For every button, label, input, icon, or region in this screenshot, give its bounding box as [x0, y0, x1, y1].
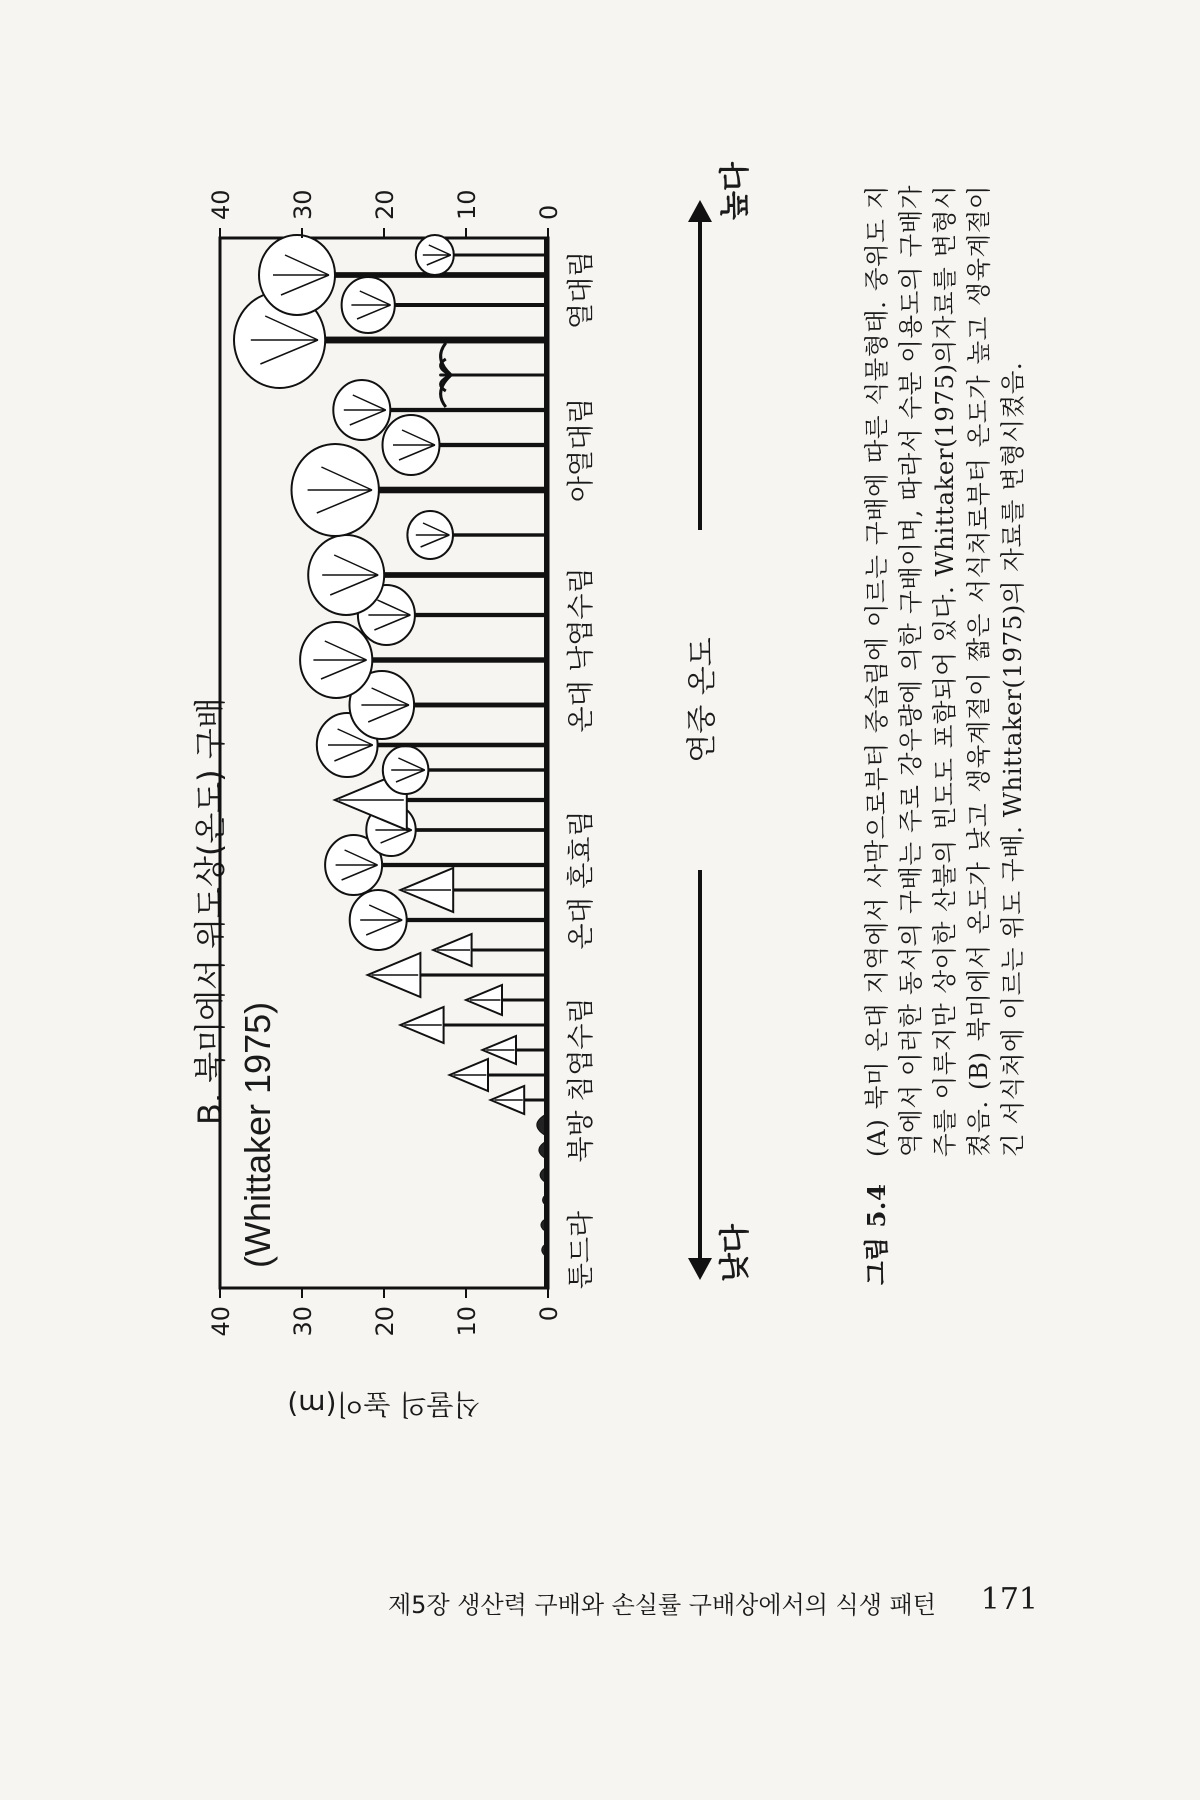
panel-label: B.: [191, 1092, 229, 1125]
x-high-label: 높다: [718, 162, 753, 220]
plant-round: [407, 511, 548, 559]
category-label: 북방 침엽수림: [566, 997, 597, 1163]
y-tick-label-left: 10: [453, 1306, 481, 1337]
category-label: 열대림: [566, 250, 597, 330]
tree-trunk: [357, 863, 548, 867]
y-tick-label-left: 30: [289, 1306, 317, 1337]
y-tick-label-right: 10: [453, 189, 481, 220]
plant-round: [300, 622, 548, 698]
running-title: 제5장 생산력 구배와 손실률 구배상에서의 식생 패턴: [388, 1591, 936, 1619]
y-tick-label-right: 0: [535, 204, 563, 220]
category-label: 온대 혼효림: [566, 810, 597, 950]
inset-citation: (Whittaker 1975): [237, 1001, 278, 1268]
plant-round: [350, 671, 549, 739]
plant-cone: [433, 934, 548, 966]
plant-cone: [482, 1036, 548, 1064]
y-tick-label-right: 40: [207, 189, 235, 220]
plant-cone: [400, 868, 548, 912]
y-tick-label-right: 30: [289, 189, 317, 220]
figure-caption: [860, 185, 1030, 1285]
plant-cone: [400, 1007, 548, 1043]
y-tick-label-left: 0: [535, 1306, 563, 1322]
low-arrow-head: [688, 1258, 712, 1280]
tree-trunk: [371, 303, 548, 307]
tree-trunk: [394, 828, 548, 832]
high-arrow-head: [688, 200, 712, 222]
plant-cone: [466, 985, 548, 1015]
x-low-label: 낮다: [718, 1224, 753, 1282]
y-tick-label-left: 40: [207, 1306, 235, 1337]
page-number: 171: [980, 1582, 1038, 1617]
category-label: 아열대림: [566, 397, 597, 503]
plant-round: [317, 713, 548, 777]
category-label: 온대 낙엽수림: [566, 567, 597, 733]
caption-number: 그림 5.4: [862, 1183, 891, 1285]
plant-round: [358, 585, 548, 645]
tree-trunk: [365, 408, 548, 412]
plant-round: [383, 415, 549, 475]
y-tick-label-right: 20: [371, 189, 399, 220]
caption-text: (A) 북미 온대 지역에서 사막으로부터 중습림에 이르는 구배에 따른 식물형태. 중위도 지역에서 이러한 동서의 구배는 주로 강우량에 의한 구배이며, 따라서 수분 이용도의 구배가 주를 이루지만 상이한 산불의 빈도도 포함되어 있다. Whittaker(1975)의자료를 변형시켰음. (B) 북미에서 온도가 낮고 생육계절이 짧은 서식처로부터 온도가 높고 생육계절이 긴 서식처에 이르는 위도 구배. Whittaker(1975)의 자료를 변형시켰음.: [862, 185, 1027, 1157]
panel-title: 북미에서 위도상(온도) 구배: [191, 697, 229, 1083]
plant-round: [383, 746, 548, 794]
tree-trunk: [350, 743, 548, 748]
category-label: 툰드라: [566, 1210, 597, 1290]
page-footer: [388, 1582, 1038, 1620]
plant-cone: [491, 1086, 548, 1114]
tree-trunk: [451, 374, 548, 377]
plant-round: [416, 235, 548, 275]
plant-cone: [450, 1059, 548, 1091]
y-tick-label-left: 20: [371, 1306, 399, 1337]
vegetation-illustration: [234, 235, 548, 1288]
plant-round: [342, 277, 548, 333]
x-axis-label: 연중 온도: [685, 637, 720, 763]
y-axis-label: 식물의 높이(m): [287, 1388, 481, 1421]
plant-palm: [441, 343, 548, 407]
